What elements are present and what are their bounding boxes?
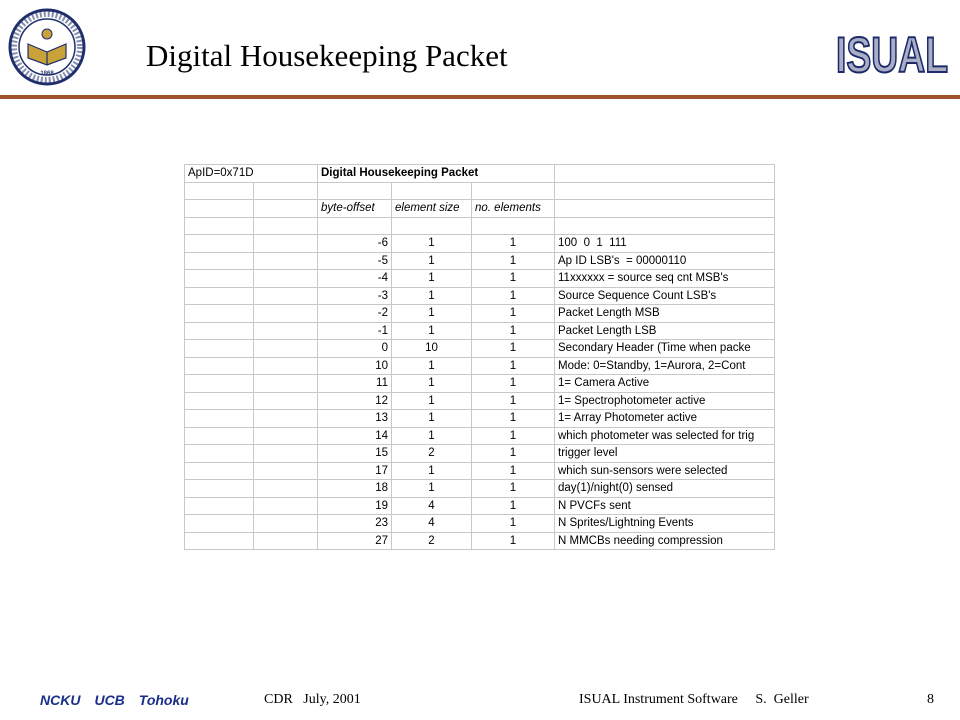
empty-cell <box>254 252 318 270</box>
row-no-elements: 1 <box>472 357 555 375</box>
table-row <box>185 322 775 340</box>
row-element-size: 10 <box>392 340 472 358</box>
row-element-size: 1 <box>392 270 472 288</box>
empty-cell <box>185 357 254 375</box>
row-no-elements: 1 <box>472 410 555 428</box>
footer-ncku: NCKU <box>40 692 81 708</box>
empty-cell <box>185 235 254 253</box>
table-row <box>185 410 775 428</box>
row-element-size: 1 <box>392 480 472 498</box>
row-byte-offset: 23 <box>318 515 392 533</box>
table-row <box>185 305 775 323</box>
row-no-elements: 1 <box>472 270 555 288</box>
table-row <box>185 340 775 358</box>
table-row <box>185 497 775 515</box>
row-description: N PVCFs sent <box>555 497 775 515</box>
row-byte-offset: -5 <box>318 252 392 270</box>
table-row <box>185 270 775 288</box>
row-description: 1= Array Photometer active <box>555 410 775 428</box>
empty-cell <box>254 287 318 305</box>
row-description: day(1)/night(0) sensed <box>555 480 775 498</box>
row-no-elements: 1 <box>472 235 555 253</box>
isual-logo <box>834 26 950 80</box>
row-byte-offset: 0 <box>318 340 392 358</box>
row-no-elements: 1 <box>472 515 555 533</box>
table-row <box>185 235 775 253</box>
row-byte-offset: 12 <box>318 392 392 410</box>
row-no-elements: 1 <box>472 427 555 445</box>
logo-text: ISUAL <box>836 27 948 80</box>
row-byte-offset: 27 <box>318 532 392 550</box>
empty-cell <box>185 287 254 305</box>
table-row <box>185 287 775 305</box>
footer-tohoku: Tohoku <box>138 692 189 708</box>
empty-cell <box>254 305 318 323</box>
row-no-elements: 1 <box>472 445 555 463</box>
empty-cell <box>185 427 254 445</box>
row-no-elements: 1 <box>472 322 555 340</box>
row-description: 100 0 1 111 <box>555 235 775 253</box>
row-description: 1= Spectrophotometer active <box>555 392 775 410</box>
empty-cell <box>254 462 318 480</box>
row-element-size: 1 <box>392 305 472 323</box>
row-no-elements: 1 <box>472 287 555 305</box>
row-byte-offset: 17 <box>318 462 392 480</box>
footer-event <box>264 692 361 708</box>
row-byte-offset: -1 <box>318 322 392 340</box>
row-description: trigger level <box>555 445 775 463</box>
row-no-elements: 1 <box>472 532 555 550</box>
seal-year: 1868 <box>40 71 54 77</box>
row-element-size: 4 <box>392 497 472 515</box>
footer-software <box>579 692 809 708</box>
row-description: which sun-sensors were selected <box>555 462 775 480</box>
row-no-elements: 1 <box>472 497 555 515</box>
row-byte-offset: 10 <box>318 357 392 375</box>
row-element-size: 1 <box>392 392 472 410</box>
footer-ucb: UCB <box>94 692 125 708</box>
row-byte-offset: -4 <box>318 270 392 288</box>
table-row <box>185 427 775 445</box>
row-no-elements: 1 <box>472 392 555 410</box>
row-byte-offset: -3 <box>318 287 392 305</box>
empty-cell <box>254 392 318 410</box>
row-element-size: 1 <box>392 375 472 393</box>
row-description: Secondary Header (Time when packe <box>555 340 775 358</box>
footer-event-text: CDR July, 2001 <box>264 692 361 707</box>
row-byte-offset: 15 <box>318 445 392 463</box>
empty-cell <box>185 305 254 323</box>
row-element-size: 1 <box>392 287 472 305</box>
table-row <box>185 252 775 270</box>
table-row <box>185 445 775 463</box>
table-row <box>185 392 775 410</box>
row-description: N Sprites/Lightning Events <box>555 515 775 533</box>
empty-cell <box>254 480 318 498</box>
empty-cell <box>185 532 254 550</box>
footer-institutions <box>40 692 203 708</box>
blank-row <box>185 182 775 200</box>
empty-cell <box>185 375 254 393</box>
row-description: Packet Length LSB <box>555 322 775 340</box>
row-description: Ap ID LSB's = 00000110 <box>555 252 775 270</box>
table-row <box>185 462 775 480</box>
row-element-size: 1 <box>392 462 472 480</box>
empty-cell <box>254 357 318 375</box>
empty-cell <box>185 410 254 428</box>
empty-cell <box>185 480 254 498</box>
row-byte-offset: 14 <box>318 427 392 445</box>
empty-cell <box>254 497 318 515</box>
footer-software-text: ISUAL Instrument Software S. Geller <box>579 692 809 707</box>
apid-cell: ApID=0x71D <box>185 165 318 183</box>
empty-cell <box>185 462 254 480</box>
row-no-elements: 1 <box>472 252 555 270</box>
empty-cell <box>254 445 318 463</box>
table-row <box>185 480 775 498</box>
row-element-size: 4 <box>392 515 472 533</box>
row-no-elements: 1 <box>472 462 555 480</box>
empty-cell <box>185 340 254 358</box>
uc-seal-logo <box>8 8 86 86</box>
slide-title: Digital Housekeeping Packet <box>146 38 508 73</box>
row-no-elements: 1 <box>472 480 555 498</box>
row-description: Source Sequence Count LSB's <box>555 287 775 305</box>
housekeeping-table <box>184 164 775 550</box>
row-description: 11xxxxxx = source seq cnt MSB's <box>555 270 775 288</box>
page-number: 8 <box>927 692 934 707</box>
empty-cell <box>254 270 318 288</box>
table-header-row <box>185 165 775 183</box>
row-byte-offset: 13 <box>318 410 392 428</box>
row-byte-offset: -6 <box>318 235 392 253</box>
empty-cell <box>185 445 254 463</box>
row-byte-offset: 11 <box>318 375 392 393</box>
row-element-size: 1 <box>392 235 472 253</box>
row-byte-offset: -2 <box>318 305 392 323</box>
empty-cell <box>185 515 254 533</box>
table-row <box>185 375 775 393</box>
empty-cell <box>254 322 318 340</box>
blank-row <box>185 217 775 235</box>
empty-cell <box>185 270 254 288</box>
row-element-size: 2 <box>392 445 472 463</box>
empty-cell <box>254 427 318 445</box>
empty-cell <box>555 165 775 183</box>
table-row <box>185 357 775 375</box>
row-no-elements: 1 <box>472 305 555 323</box>
row-no-elements: 1 <box>472 375 555 393</box>
row-element-size: 1 <box>392 252 472 270</box>
row-description: N MMCBs needing compression <box>555 532 775 550</box>
row-description: Packet Length MSB <box>555 305 775 323</box>
row-element-size: 2 <box>392 532 472 550</box>
row-description: Mode: 0=Standby, 1=Aurora, 2=Cont <box>555 357 775 375</box>
row-element-size: 1 <box>392 322 472 340</box>
table-row <box>185 532 775 550</box>
row-element-size: 1 <box>392 410 472 428</box>
row-byte-offset: 18 <box>318 480 392 498</box>
row-element-size: 1 <box>392 357 472 375</box>
empty-cell <box>185 392 254 410</box>
row-description: 1= Camera Active <box>555 375 775 393</box>
table-row <box>185 515 775 533</box>
col-element-size: element size <box>392 200 472 218</box>
column-header-row <box>185 200 775 218</box>
col-no-elements: no. elements <box>472 200 555 218</box>
empty-cell <box>185 322 254 340</box>
row-byte-offset: 19 <box>318 497 392 515</box>
packet-name-cell: Digital Housekeeping Packet <box>318 165 555 183</box>
empty-cell <box>254 235 318 253</box>
empty-cell <box>254 340 318 358</box>
col-byte-offset: byte-offset <box>318 200 392 218</box>
empty-cell <box>254 515 318 533</box>
empty-cell <box>185 252 254 270</box>
title-rule <box>0 95 960 99</box>
empty-cell <box>254 410 318 428</box>
empty-cell <box>185 497 254 515</box>
row-element-size: 1 <box>392 427 472 445</box>
row-no-elements: 1 <box>472 340 555 358</box>
empty-cell <box>254 375 318 393</box>
row-description: which photometer was selected for trig <box>555 427 775 445</box>
empty-cell <box>254 532 318 550</box>
